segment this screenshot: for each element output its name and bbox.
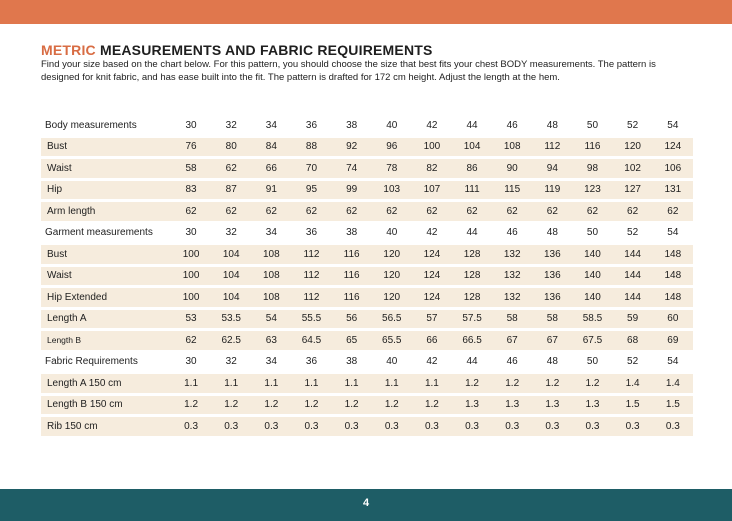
measurement-cell: 62: [412, 202, 452, 221]
measurement-cell: 80: [211, 138, 251, 157]
size-header-cell: 36: [305, 119, 318, 131]
measurement-cell: 1.4: [613, 374, 653, 393]
measurement-cell: 58: [492, 310, 532, 329]
measurement-cell: 1.3: [452, 396, 492, 415]
size-header-cell: 50: [586, 119, 599, 131]
measurement-cell: 53.5: [211, 310, 251, 329]
size-header-cell: 44: [466, 119, 478, 131]
measurement-cell: 1.2: [332, 396, 372, 415]
size-header-cell: 46: [506, 227, 518, 239]
measurement-cell: 120: [372, 267, 412, 286]
measurement-cell: 84: [251, 138, 291, 157]
measurement-cell: 1.1: [372, 374, 412, 393]
size-header-cell: 38: [346, 227, 358, 239]
row-label: Length A 150 cm: [41, 374, 171, 393]
measurement-cell: 128: [452, 245, 492, 264]
measurement-cell: 74: [332, 159, 372, 178]
measurement-cell: 0.3: [532, 417, 572, 436]
size-header-cell: 52: [627, 119, 639, 131]
measurement-cell: 131: [653, 181, 693, 200]
row-label: Arm length: [41, 202, 171, 221]
measurement-cell: 56.5: [372, 310, 412, 329]
table-row: [41, 310, 693, 329]
measurement-cell: 136: [532, 267, 572, 286]
measurement-cell: 0.3: [251, 417, 291, 436]
measurement-cell: 1.3: [532, 396, 572, 415]
section-header-label: Body measurements: [45, 119, 137, 131]
measurement-cell: 82: [412, 159, 452, 178]
measurement-cell: 140: [572, 245, 612, 264]
size-header-cell: 44: [466, 356, 478, 368]
measurement-cell: 62: [211, 202, 251, 221]
measurement-cell: 111: [452, 181, 492, 200]
row-label: Rib 150 cm: [41, 417, 171, 436]
size-header-cell: 54: [667, 227, 679, 239]
row-label: Bust: [41, 138, 171, 157]
measurement-cell: 67: [492, 331, 532, 350]
table-row: [41, 331, 693, 350]
measurement-cell: 148: [653, 245, 693, 264]
size-header-cell: 48: [546, 119, 558, 131]
measurement-cell: 66: [251, 159, 291, 178]
measurement-cell: 1.1: [291, 374, 331, 393]
measurement-cell: 112: [291, 267, 331, 286]
measurement-cell: 1.2: [211, 396, 251, 415]
measurement-cell: 65: [332, 331, 372, 350]
size-header-cell: 42: [426, 119, 438, 131]
measurement-cell: 57.5: [452, 310, 492, 329]
measurement-cell: 144: [613, 267, 653, 286]
measurement-cell: 62: [291, 202, 331, 221]
measurement-cell: 120: [372, 288, 412, 307]
size-header-cell: 36: [305, 356, 318, 368]
title-rest: MEASUREMENTS AND FABRIC REQUIREMENTS: [95, 42, 433, 58]
size-header-cell: 40: [386, 119, 398, 131]
measurement-cell: 83: [171, 181, 211, 200]
measurement-cell: 96: [372, 138, 412, 157]
measurement-cell: 120: [613, 138, 653, 157]
size-chart-body: [41, 116, 693, 436]
size-header-cell: 34: [265, 356, 277, 368]
measurement-cell: 127: [613, 181, 653, 200]
measurement-cell: 1.2: [412, 396, 452, 415]
measurement-cell: 107: [412, 181, 452, 200]
size-header-cell: 32: [225, 119, 237, 131]
measurement-cell: 70: [291, 159, 331, 178]
page-title: [41, 42, 433, 58]
measurement-cell: 124: [412, 288, 452, 307]
measurement-cell: 62: [171, 331, 211, 350]
table-row: [41, 202, 693, 221]
measurement-cell: 108: [492, 138, 532, 157]
measurement-cell: 132: [492, 288, 532, 307]
measurement-cell: 136: [532, 288, 572, 307]
section-header-row: [41, 353, 693, 372]
section-header-label: Fabric Requirements: [45, 356, 138, 368]
measurement-cell: 132: [492, 245, 532, 264]
measurement-cell: 0.3: [572, 417, 612, 436]
measurement-cell: 62: [372, 202, 412, 221]
measurement-cell: 148: [653, 288, 693, 307]
measurement-cell: 76: [171, 138, 211, 157]
measurement-cell: 1.2: [372, 396, 412, 415]
measurement-cell: 116: [572, 138, 612, 157]
measurement-cell: 63: [251, 331, 291, 350]
measurement-cell: 99: [332, 181, 372, 200]
measurement-cell: 1.3: [492, 396, 532, 415]
size-header-cell: 32: [225, 356, 237, 368]
size-header-cell: 44: [466, 227, 478, 239]
size-header-cell: 48: [546, 227, 558, 239]
measurement-cell: 98: [572, 159, 612, 178]
size-header-cell: 34: [265, 227, 277, 239]
measurement-cell: 124: [653, 138, 693, 157]
table-row: [41, 138, 693, 157]
size-header-cell: 42: [426, 227, 438, 239]
table-row: [41, 374, 693, 393]
measurement-cell: 1.5: [653, 396, 693, 415]
measurement-cell: 62: [171, 202, 211, 221]
measurement-cell: 1.5: [613, 396, 653, 415]
measurement-cell: 0.3: [171, 417, 211, 436]
size-header-cell: 38: [346, 119, 358, 131]
measurement-cell: 100: [412, 138, 452, 157]
size-chart-table: [41, 113, 693, 439]
size-header-cell: 40: [386, 227, 398, 239]
measurement-cell: 124: [412, 267, 452, 286]
measurement-cell: 0.3: [211, 417, 251, 436]
measurement-cell: 86: [452, 159, 492, 178]
measurement-cell: 0.3: [372, 417, 412, 436]
size-header-cell: 52: [627, 227, 639, 239]
measurement-cell: 87: [211, 181, 251, 200]
measurement-cell: 0.3: [291, 417, 331, 436]
measurement-cell: 68: [613, 331, 653, 350]
measurement-cell: 62: [532, 202, 572, 221]
row-label: Waist: [41, 159, 171, 178]
size-header-cell: 52: [627, 356, 639, 368]
measurement-cell: 112: [291, 245, 331, 264]
measurement-cell: 66.5: [452, 331, 492, 350]
table-row: [41, 267, 693, 286]
measurement-cell: 55.5: [291, 310, 331, 329]
size-header-cell: 50: [586, 227, 599, 239]
measurement-cell: 64.5: [291, 331, 331, 350]
table-row: [41, 396, 693, 415]
measurement-cell: 62: [653, 202, 693, 221]
row-label: Length A: [41, 310, 171, 329]
measurement-cell: 132: [492, 267, 532, 286]
measurement-cell: 108: [251, 267, 291, 286]
size-header-cell: 38: [346, 356, 358, 368]
page-number: 4: [362, 497, 370, 509]
measurement-cell: 92: [332, 138, 372, 157]
size-header-cell: 54: [667, 119, 679, 131]
size-header-cell: 36: [305, 227, 318, 239]
size-header-cell: 40: [386, 356, 398, 368]
measurement-cell: 115: [492, 181, 532, 200]
table-row: [41, 159, 693, 178]
measurement-cell: 140: [572, 288, 612, 307]
table-row: [41, 181, 693, 200]
measurement-cell: 144: [613, 288, 653, 307]
measurement-cell: 103: [372, 181, 412, 200]
intro-paragraph: Find your size based on the chart below. For this pattern, you should choose the size that best fits your chest BODY measurements. The pattern is designed for knit fabric, and has ease built into the fit. The pattern is drafted for 172 cm height. Adjust the length at the hem.: [41, 59, 656, 83]
measurement-cell: 104: [452, 138, 492, 157]
measurement-cell: 65.5: [372, 331, 412, 350]
measurement-cell: 136: [532, 245, 572, 264]
section-header-row: [41, 116, 693, 135]
measurement-cell: 67: [532, 331, 572, 350]
measurement-cell: 0.3: [492, 417, 532, 436]
measurement-cell: 0.3: [452, 417, 492, 436]
measurement-cell: 1.2: [492, 374, 532, 393]
measurement-cell: 57: [412, 310, 452, 329]
measurement-cell: 78: [372, 159, 412, 178]
measurement-cell: 1.2: [171, 396, 211, 415]
size-header-cell: 30: [185, 227, 197, 239]
table-row: [41, 288, 693, 307]
measurement-cell: 120: [372, 245, 412, 264]
measurement-cell: 1.1: [171, 374, 211, 393]
measurement-cell: 1.4: [653, 374, 693, 393]
measurement-cell: 100: [171, 288, 211, 307]
measurement-cell: 116: [332, 288, 372, 307]
row-label: Bust: [41, 245, 171, 264]
measurement-cell: 69: [653, 331, 693, 350]
section-header-row: [41, 224, 693, 243]
row-label: Hip Extended: [41, 288, 171, 307]
measurement-cell: 0.3: [332, 417, 372, 436]
measurement-cell: 88: [291, 138, 331, 157]
size-header-cell: 48: [546, 356, 558, 368]
section-header-label: Garment measurements: [45, 227, 153, 239]
measurement-cell: 112: [291, 288, 331, 307]
measurement-cell: 104: [211, 245, 251, 264]
measurement-cell: 58.5: [572, 310, 612, 329]
measurement-cell: 58: [171, 159, 211, 178]
measurement-cell: 119: [532, 181, 572, 200]
measurement-cell: 60: [653, 310, 693, 329]
measurement-cell: 106: [653, 159, 693, 178]
measurement-cell: 59: [613, 310, 653, 329]
measurement-cell: 62.5: [211, 331, 251, 350]
row-label: Length B: [41, 331, 171, 350]
measurement-cell: 108: [251, 288, 291, 307]
size-header-cell: 30: [185, 356, 197, 368]
measurement-cell: 56: [332, 310, 372, 329]
measurement-cell: 62: [492, 202, 532, 221]
measurement-cell: 62: [572, 202, 612, 221]
measurement-cell: 62: [251, 202, 291, 221]
measurement-cell: 116: [332, 267, 372, 286]
size-header-cell: 46: [506, 356, 518, 368]
measurement-cell: 124: [412, 245, 452, 264]
size-header-cell: 32: [225, 227, 237, 239]
size-header-cell: 30: [185, 119, 197, 131]
measurement-cell: 1.2: [251, 396, 291, 415]
measurement-cell: 128: [452, 267, 492, 286]
measurement-cell: 112: [532, 138, 572, 157]
measurement-cell: 104: [211, 267, 251, 286]
measurement-cell: 128: [452, 288, 492, 307]
measurement-cell: 90: [492, 159, 532, 178]
measurement-cell: 53: [171, 310, 211, 329]
measurement-cell: 91: [251, 181, 291, 200]
measurement-cell: 148: [653, 267, 693, 286]
size-header-cell: 46: [506, 119, 518, 131]
measurement-cell: 140: [572, 267, 612, 286]
measurement-cell: 94: [532, 159, 572, 178]
size-header-cell: 34: [265, 119, 277, 131]
measurement-cell: 108: [251, 245, 291, 264]
row-label: Waist: [41, 267, 171, 286]
row-label: Hip: [41, 181, 171, 200]
size-header-cell: 54: [667, 356, 679, 368]
measurement-cell: 1.2: [532, 374, 572, 393]
size-header-cell: 50: [586, 356, 599, 368]
size-header-cell: 42: [426, 356, 438, 368]
measurement-cell: 54: [251, 310, 291, 329]
measurement-cell: 1.2: [572, 374, 612, 393]
measurement-cell: 0.3: [613, 417, 653, 436]
measurement-cell: 100: [171, 267, 211, 286]
measurement-cell: 1.1: [412, 374, 452, 393]
measurement-cell: 58: [532, 310, 572, 329]
measurement-cell: 0.3: [653, 417, 693, 436]
title-accent-word: METRIC: [41, 42, 96, 58]
measurement-cell: 66: [412, 331, 452, 350]
measurement-cell: 1.2: [291, 396, 331, 415]
top-color-band: [0, 0, 732, 24]
measurement-cell: 0.3: [412, 417, 452, 436]
measurement-cell: 104: [211, 288, 251, 307]
measurement-cell: 62: [613, 202, 653, 221]
measurement-cell: 102: [613, 159, 653, 178]
measurement-cell: 1.1: [251, 374, 291, 393]
table-row: [41, 245, 693, 264]
measurement-cell: 67.5: [572, 331, 612, 350]
measurement-cell: 1.3: [572, 396, 612, 415]
measurement-cell: 144: [613, 245, 653, 264]
measurement-cell: 62: [332, 202, 372, 221]
measurement-cell: 1.2: [452, 374, 492, 393]
measurement-cell: 116: [332, 245, 372, 264]
measurement-cell: 1.1: [332, 374, 372, 393]
measurement-cell: 1.1: [211, 374, 251, 393]
measurement-cell: 123: [572, 181, 612, 200]
measurement-cell: 100: [171, 245, 211, 264]
row-label: Length B 150 cm: [41, 396, 171, 415]
measurement-cell: 62: [211, 159, 251, 178]
measurement-cell: 95: [291, 181, 331, 200]
table-row: [41, 417, 693, 436]
measurement-cell: 62: [452, 202, 492, 221]
